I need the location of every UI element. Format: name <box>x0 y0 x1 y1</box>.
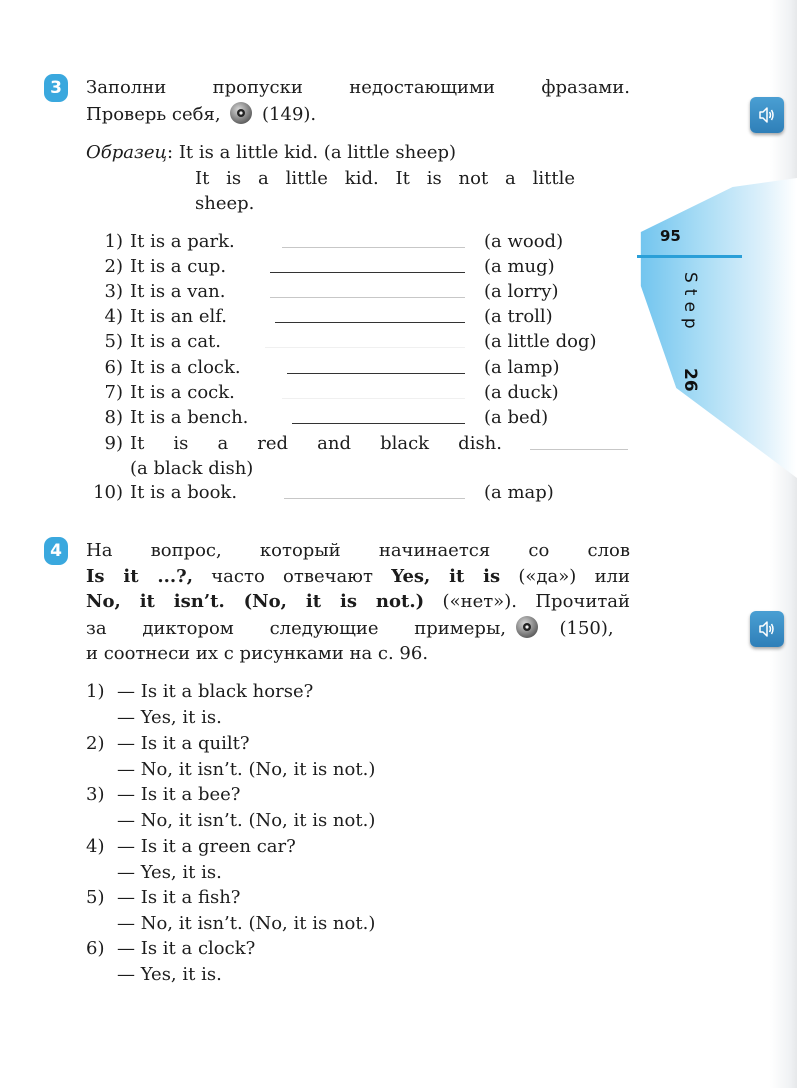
item-text: It is a cock. <box>130 382 235 403</box>
answer-blank[interactable] <box>270 297 465 298</box>
list-item <box>0 405 640 430</box>
instruction-text: часто отвечают <box>192 566 392 587</box>
answer-blank[interactable] <box>282 398 465 399</box>
track-number: (149). <box>262 104 317 125</box>
dialogue-number: 6) <box>86 938 105 959</box>
dialogue-answer: — Yes, it is. <box>117 707 222 728</box>
cd-icon <box>515 615 539 639</box>
exercise-3-instruction-line2 <box>86 101 630 127</box>
item-hint: (a black dish) <box>130 458 254 479</box>
exercise-4-instruction-line5: и соотнеси их с рисунками на с. 96. <box>86 643 429 664</box>
item-text: It is a red and black dish. <box>130 433 502 454</box>
step-number: 26 <box>680 368 700 392</box>
sample-line3: sheep. <box>195 193 255 214</box>
item-number: 1) <box>104 231 123 252</box>
dialogue-answer: — No, it isn’t. (No, it is not.) <box>117 810 376 831</box>
answer-blank[interactable] <box>292 423 465 424</box>
dialogue-item <box>86 731 486 783</box>
dialogue-question: — Is it a quilt? <box>117 733 250 754</box>
item-text: It is an elf. <box>130 306 227 327</box>
dialogue-answer: — Yes, it is. <box>117 964 222 985</box>
dialogue-number: 2) <box>86 733 105 754</box>
item-hint: (a wood) <box>484 231 564 252</box>
item-hint: (a lorry) <box>484 281 559 302</box>
list-item <box>0 229 640 254</box>
item-number: 7) <box>104 382 123 403</box>
instruction-text: («да») или <box>500 566 630 587</box>
item-number: 5) <box>104 331 123 352</box>
answer-blank[interactable] <box>275 322 465 323</box>
item-hint: (a troll) <box>484 306 553 327</box>
exercise-4-instruction-line2 <box>86 564 630 589</box>
dialogue-question: — Is it a black horse? <box>117 681 314 702</box>
speaker-icon <box>758 620 776 638</box>
answer-blank[interactable] <box>265 347 465 348</box>
dialogue-number: 3) <box>86 784 105 805</box>
answer-blank[interactable] <box>287 373 465 374</box>
dialogue-item <box>86 885 486 937</box>
list-item <box>0 480 640 505</box>
item-hint: (a mug) <box>484 256 555 277</box>
item-number: 3) <box>104 281 123 302</box>
answer-blank[interactable] <box>282 247 465 248</box>
exercise-4-instruction-line4 <box>86 615 630 641</box>
dialogue-question: — Is it a green car? <box>117 836 296 857</box>
item-hint: (a map) <box>484 482 554 503</box>
sample-line1 <box>86 140 630 165</box>
answer-blank[interactable] <box>530 449 628 450</box>
item-text: It is a book. <box>130 482 238 503</box>
dialogue-question: — Is it a fish? <box>117 887 241 908</box>
item-number: 9) <box>104 433 123 454</box>
sample-line2 <box>195 166 575 191</box>
dialogue-answer: — No, it isn’t. (No, it is not.) <box>117 759 376 780</box>
exercise-4-instruction-line3 <box>86 589 630 614</box>
sample-text1: : It is a little kid. (a little sheep) <box>167 142 457 163</box>
item-hint: (a duck) <box>484 382 559 403</box>
audio-button-exercise-4[interactable] <box>750 611 784 647</box>
item-text: It is a cat. <box>130 331 222 352</box>
item-text: It is a bench. <box>130 407 249 428</box>
dialogue-item <box>86 782 486 834</box>
page-rule <box>637 255 742 258</box>
dialogue-question: — Is it a clock? <box>117 938 256 959</box>
item-number: 2) <box>104 256 123 277</box>
list-item <box>0 329 640 354</box>
item-text: It is a clock. <box>130 357 241 378</box>
item-hint: (a bed) <box>484 407 549 428</box>
bold-phrase: Is it ...?, <box>86 566 193 587</box>
list-item <box>0 254 640 279</box>
item-text: It is a park. <box>130 231 235 252</box>
list-item <box>0 380 640 405</box>
dialogue-answer: — No, it isn’t. (No, it is not.) <box>117 913 376 934</box>
list-item <box>0 355 640 380</box>
item-number: 4) <box>104 306 123 327</box>
exercise-4-badge: 4 <box>44 537 68 565</box>
cd-icon <box>229 101 253 125</box>
item-text: It is a van. <box>130 281 226 302</box>
item-number: 8) <box>104 407 123 428</box>
page-number: 95 <box>660 227 681 245</box>
item-number: 6) <box>104 357 123 378</box>
instruction-text: за диктором следующие примеры, <box>86 618 506 639</box>
bold-phrase: Yes, it is <box>391 566 501 587</box>
sample-text2: It is a little kid. It is not a little <box>195 168 575 189</box>
speaker-icon <box>758 106 776 124</box>
item-text: It is a cup. <box>130 256 227 277</box>
answer-blank[interactable] <box>284 498 465 499</box>
list-item <box>0 279 640 304</box>
instruction-text: («нет»). Прочитай <box>424 591 630 612</box>
item-number: 10) <box>93 482 123 503</box>
audio-button-exercise-3[interactable] <box>750 97 784 133</box>
item-hint: (a lamp) <box>484 357 560 378</box>
bold-phrase: No, it isn’t. (No, it is not.) <box>86 591 425 612</box>
step-label: Step <box>680 272 700 335</box>
dialogue-item <box>86 834 486 886</box>
dialogue-answer: — Yes, it is. <box>117 862 222 883</box>
instruction-text: Проверь себя, <box>86 104 221 125</box>
list-item <box>0 431 640 481</box>
dialogue-number: 4) <box>86 836 105 857</box>
exercise-3-instruction-line1: Заполни пропуски недостающими фразами. <box>86 77 630 98</box>
dialogue-number: 5) <box>86 887 105 908</box>
dialogue-number: 1) <box>86 681 105 702</box>
exercise-4-instruction-line1: На вопрос, который начинается со слов <box>86 540 630 561</box>
item-hint: (a little dog) <box>484 331 597 352</box>
sample-label: Образец <box>86 142 168 163</box>
dialogue-question: — Is it a bee? <box>117 784 241 805</box>
track-number: (150), <box>559 618 614 639</box>
answer-blank[interactable] <box>270 272 465 273</box>
dialogue-item <box>86 679 486 731</box>
exercise-3-badge: 3 <box>44 74 68 102</box>
dialogue-item <box>86 936 486 988</box>
list-item <box>0 304 640 329</box>
